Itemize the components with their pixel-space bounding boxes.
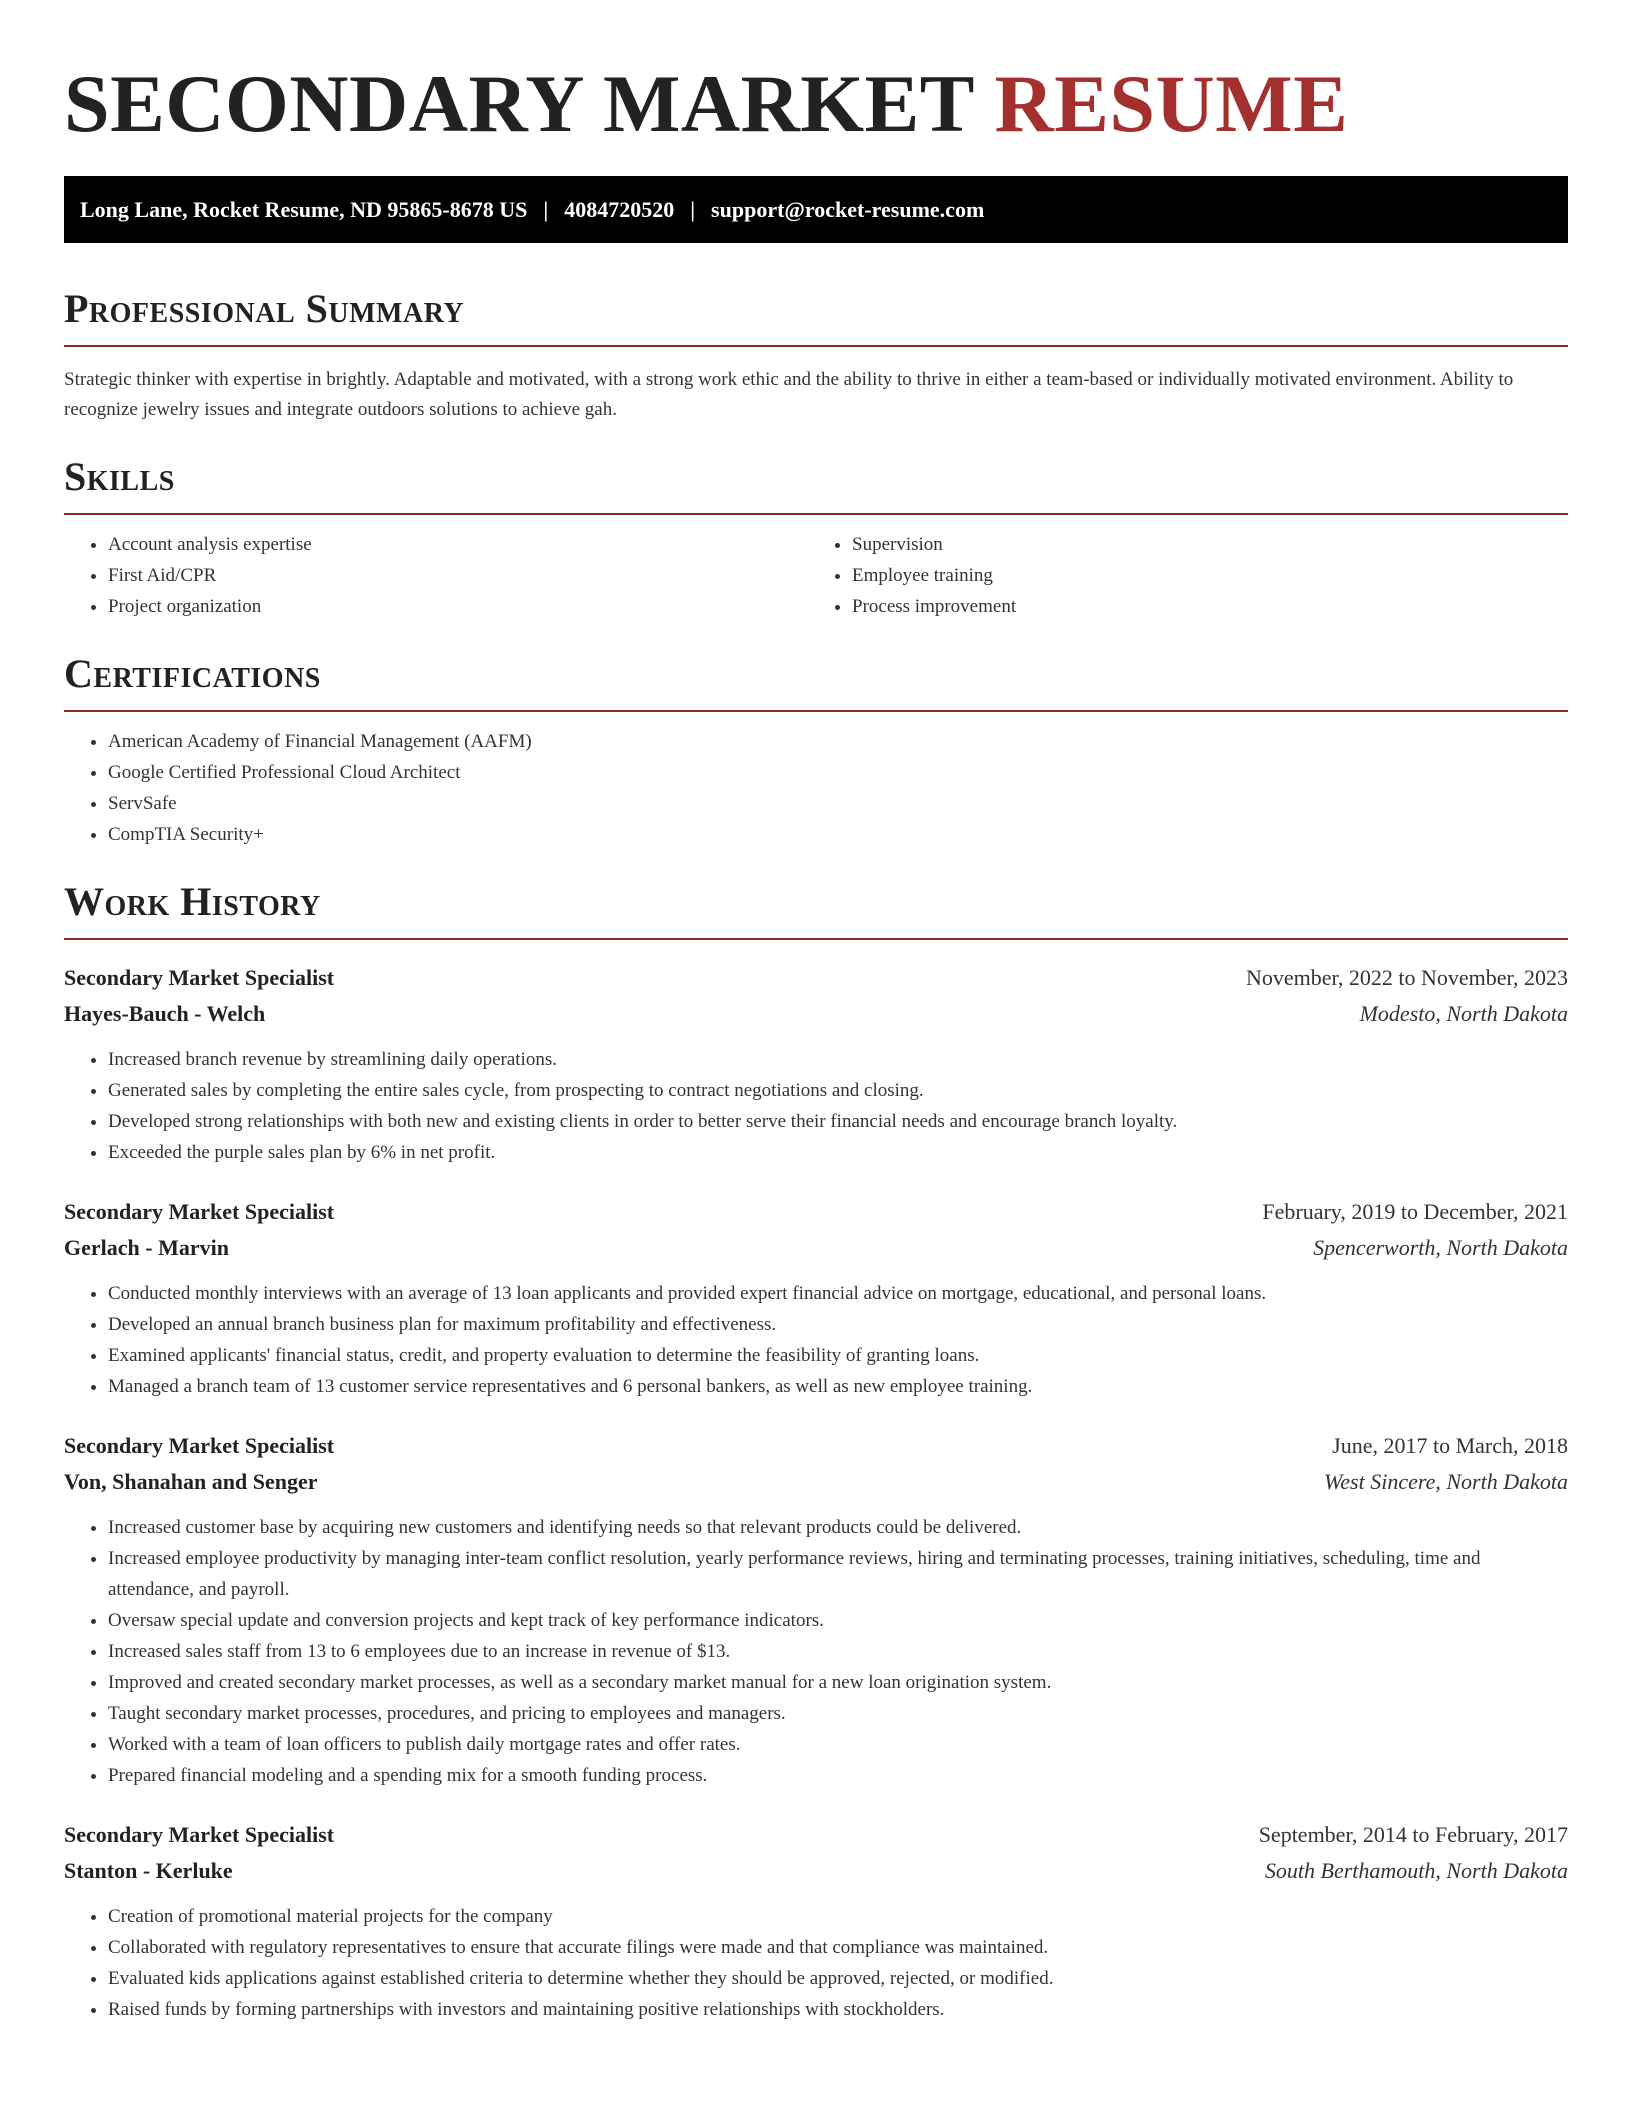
job-bullet: • Prepared financial modeling and a spending mix for a smooth funding process.: [108, 1760, 1568, 1791]
job-title: Secondary Market Specialist: [64, 1199, 335, 1224]
job-bullet: • Worked with a team of loan officers to publish daily mortgage rates and offer rates.: [108, 1729, 1568, 1760]
job-location: West Sincere, North Dakota: [1323, 1469, 1568, 1494]
certifications-list: [64, 726, 1568, 850]
job-dates: September, 2014 to February, 2017: [1258, 1822, 1568, 1847]
contact-separator: |: [690, 196, 696, 222]
job-dates: February, 2019 to December, 2021: [1262, 1199, 1568, 1224]
title-main: SECONDARY MARKET: [64, 58, 974, 149]
skill-item: • Project organization: [108, 591, 816, 622]
job-bullet: • Managed a branch team of 13 customer service representatives and 6 personal bankers, as well as new employee training.: [108, 1371, 1568, 1402]
contact-bar: [64, 176, 1568, 243]
contact-address: Long Lane, Rocket Resume, ND 95865-8678 US: [80, 196, 528, 222]
job-bullets: [64, 1278, 1568, 1402]
job-header-row: [64, 1428, 1568, 1464]
section-divider: [64, 513, 1568, 515]
work-history-section: [64, 878, 1568, 2025]
job-bullet: • Evaluated kids applications against established criteria to determine whether they should be approved, rejected, or modified.: [108, 1963, 1568, 1994]
section-divider: [64, 710, 1568, 712]
resume-title: [64, 52, 1568, 156]
job-bullet: • Increased sales staff from 13 to 6 employees due to an increase in revenue of $13.: [108, 1636, 1568, 1667]
job-company-row: [64, 1853, 1568, 1889]
job-dates: June, 2017 to March, 2018: [1332, 1433, 1568, 1458]
contact-separator: |: [543, 196, 549, 222]
job-location: South Berthamouth, North Dakota: [1264, 1858, 1568, 1883]
job-bullet: • Generated sales by completing the entire sales cycle, from prospecting to contract negotiations and closing.: [108, 1075, 1568, 1106]
work-history-heading: Work History: [64, 879, 321, 924]
job-bullet: • Taught secondary market processes, procedures, and pricing to employees and managers.: [108, 1698, 1568, 1729]
job-title: Secondary Market Specialist: [64, 1433, 335, 1458]
certifications-heading: Certifications: [64, 651, 321, 696]
job-header-row: [64, 1817, 1568, 1853]
job-bullet: • Examined applicants' financial status, credit, and property evaluation to determine the feasibility of granting loans.: [108, 1340, 1568, 1371]
contact-phone: 4084720520: [564, 196, 675, 222]
skill-item: • Process improvement: [852, 591, 1568, 622]
job-company-row: [64, 996, 1568, 1032]
title-accent: RESUME: [994, 58, 1349, 149]
certifications-section: [64, 650, 1568, 850]
job-title: Secondary Market Specialist: [64, 1822, 335, 1847]
job-company-row: [64, 1230, 1568, 1266]
certification-item: • Google Certified Professional Cloud Architect: [108, 757, 1568, 788]
job-location: Spencerworth, North Dakota: [1313, 1235, 1568, 1260]
job-company: Gerlach - Marvin: [64, 1235, 229, 1260]
job-bullet: • Increased employee productivity by managing inter-team conflict resolution, yearly performance reviews, hiring and terminating processes, training initiatives, scheduling, time and attendance, and payroll.: [108, 1543, 1568, 1605]
job-title: Secondary Market Specialist: [64, 965, 335, 990]
job-entry: [64, 1194, 1568, 1402]
job-company-row: [64, 1464, 1568, 1500]
skills-grid: [64, 529, 1568, 622]
job-dates: November, 2022 to November, 2023: [1245, 965, 1568, 990]
skill-item: • Employee training: [852, 560, 1568, 591]
job-entry: [64, 960, 1568, 1168]
skill-item: • Supervision: [852, 529, 1568, 560]
job-bullet: • Raised funds by forming partnerships with investors and maintaining positive relationships with stockholders.: [108, 1994, 1568, 2025]
contact-email: support@rocket-resume.com: [711, 196, 985, 222]
section-divider: [64, 345, 1568, 347]
job-bullets: [64, 1044, 1568, 1168]
job-location: Modesto, North Dakota: [1359, 1001, 1568, 1026]
job-bullet: • Collaborated with regulatory representatives to ensure that accurate filings were made and that compliance was maintained.: [108, 1932, 1568, 1963]
skills-list-right: [816, 529, 1568, 622]
job-bullet: • Increased branch revenue by streamlining daily operations.: [108, 1044, 1568, 1075]
certification-item: • CompTIA Security+: [108, 819, 1568, 850]
job-bullet: • Developed strong relationships with both new and existing clients in order to better serve their financial needs and encourage branch loyalty.: [108, 1106, 1568, 1137]
job-bullets: [64, 1901, 1568, 2025]
summary-section: [64, 285, 1568, 425]
job-bullet: • Exceeded the purple sales plan by 6% in net profit.: [108, 1137, 1568, 1168]
job-bullet: • Increased customer base by acquiring new customers and identifying needs so that relevant products could be delivered.: [108, 1512, 1568, 1543]
job-entry: [64, 1428, 1568, 1791]
job-bullet: • Developed an annual branch business plan for maximum profitability and effectiveness.: [108, 1309, 1568, 1340]
certification-item: • American Academy of Financial Management (AAFM): [108, 726, 1568, 757]
job-entry: [64, 1817, 1568, 2025]
job-bullet: • Oversaw special update and conversion projects and kept track of key performance indicators.: [108, 1605, 1568, 1636]
job-bullet: • Improved and created secondary market processes, as well as a secondary market manual for a new loan origination system.: [108, 1667, 1568, 1698]
job-company: Von, Shanahan and Senger: [64, 1469, 318, 1494]
job-header-row: [64, 960, 1568, 996]
certification-item: • ServSafe: [108, 788, 1568, 819]
summary-heading: Professional Summary: [64, 286, 465, 331]
skills-section: [64, 453, 1568, 622]
job-company: Hayes-Bauch - Welch: [64, 1001, 266, 1026]
skills-heading: Skills: [64, 454, 175, 499]
job-company: Stanton - Kerluke: [64, 1858, 233, 1883]
skill-item: • First Aid/CPR: [108, 560, 816, 591]
job-bullets: [64, 1512, 1568, 1791]
job-bullet: • Conducted monthly interviews with an average of 13 loan applicants and provided expert financial advice on mortgage, educational, and personal loans.: [108, 1278, 1568, 1309]
summary-text: Strategic thinker with expertise in brightly. Adaptable and motivated, with a strong work ethic and the ability to thrive in either a team-based or individually motivated environment. Ability to recognize jewelry issues and integrate outdoors solutions to achieve gah.: [64, 369, 1514, 420]
skills-list-left: [64, 529, 816, 622]
skill-item: • Account analysis expertise: [108, 529, 816, 560]
job-bullet: • Creation of promotional material projects for the company: [108, 1901, 1568, 1932]
section-divider: [64, 938, 1568, 940]
job-header-row: [64, 1194, 1568, 1230]
